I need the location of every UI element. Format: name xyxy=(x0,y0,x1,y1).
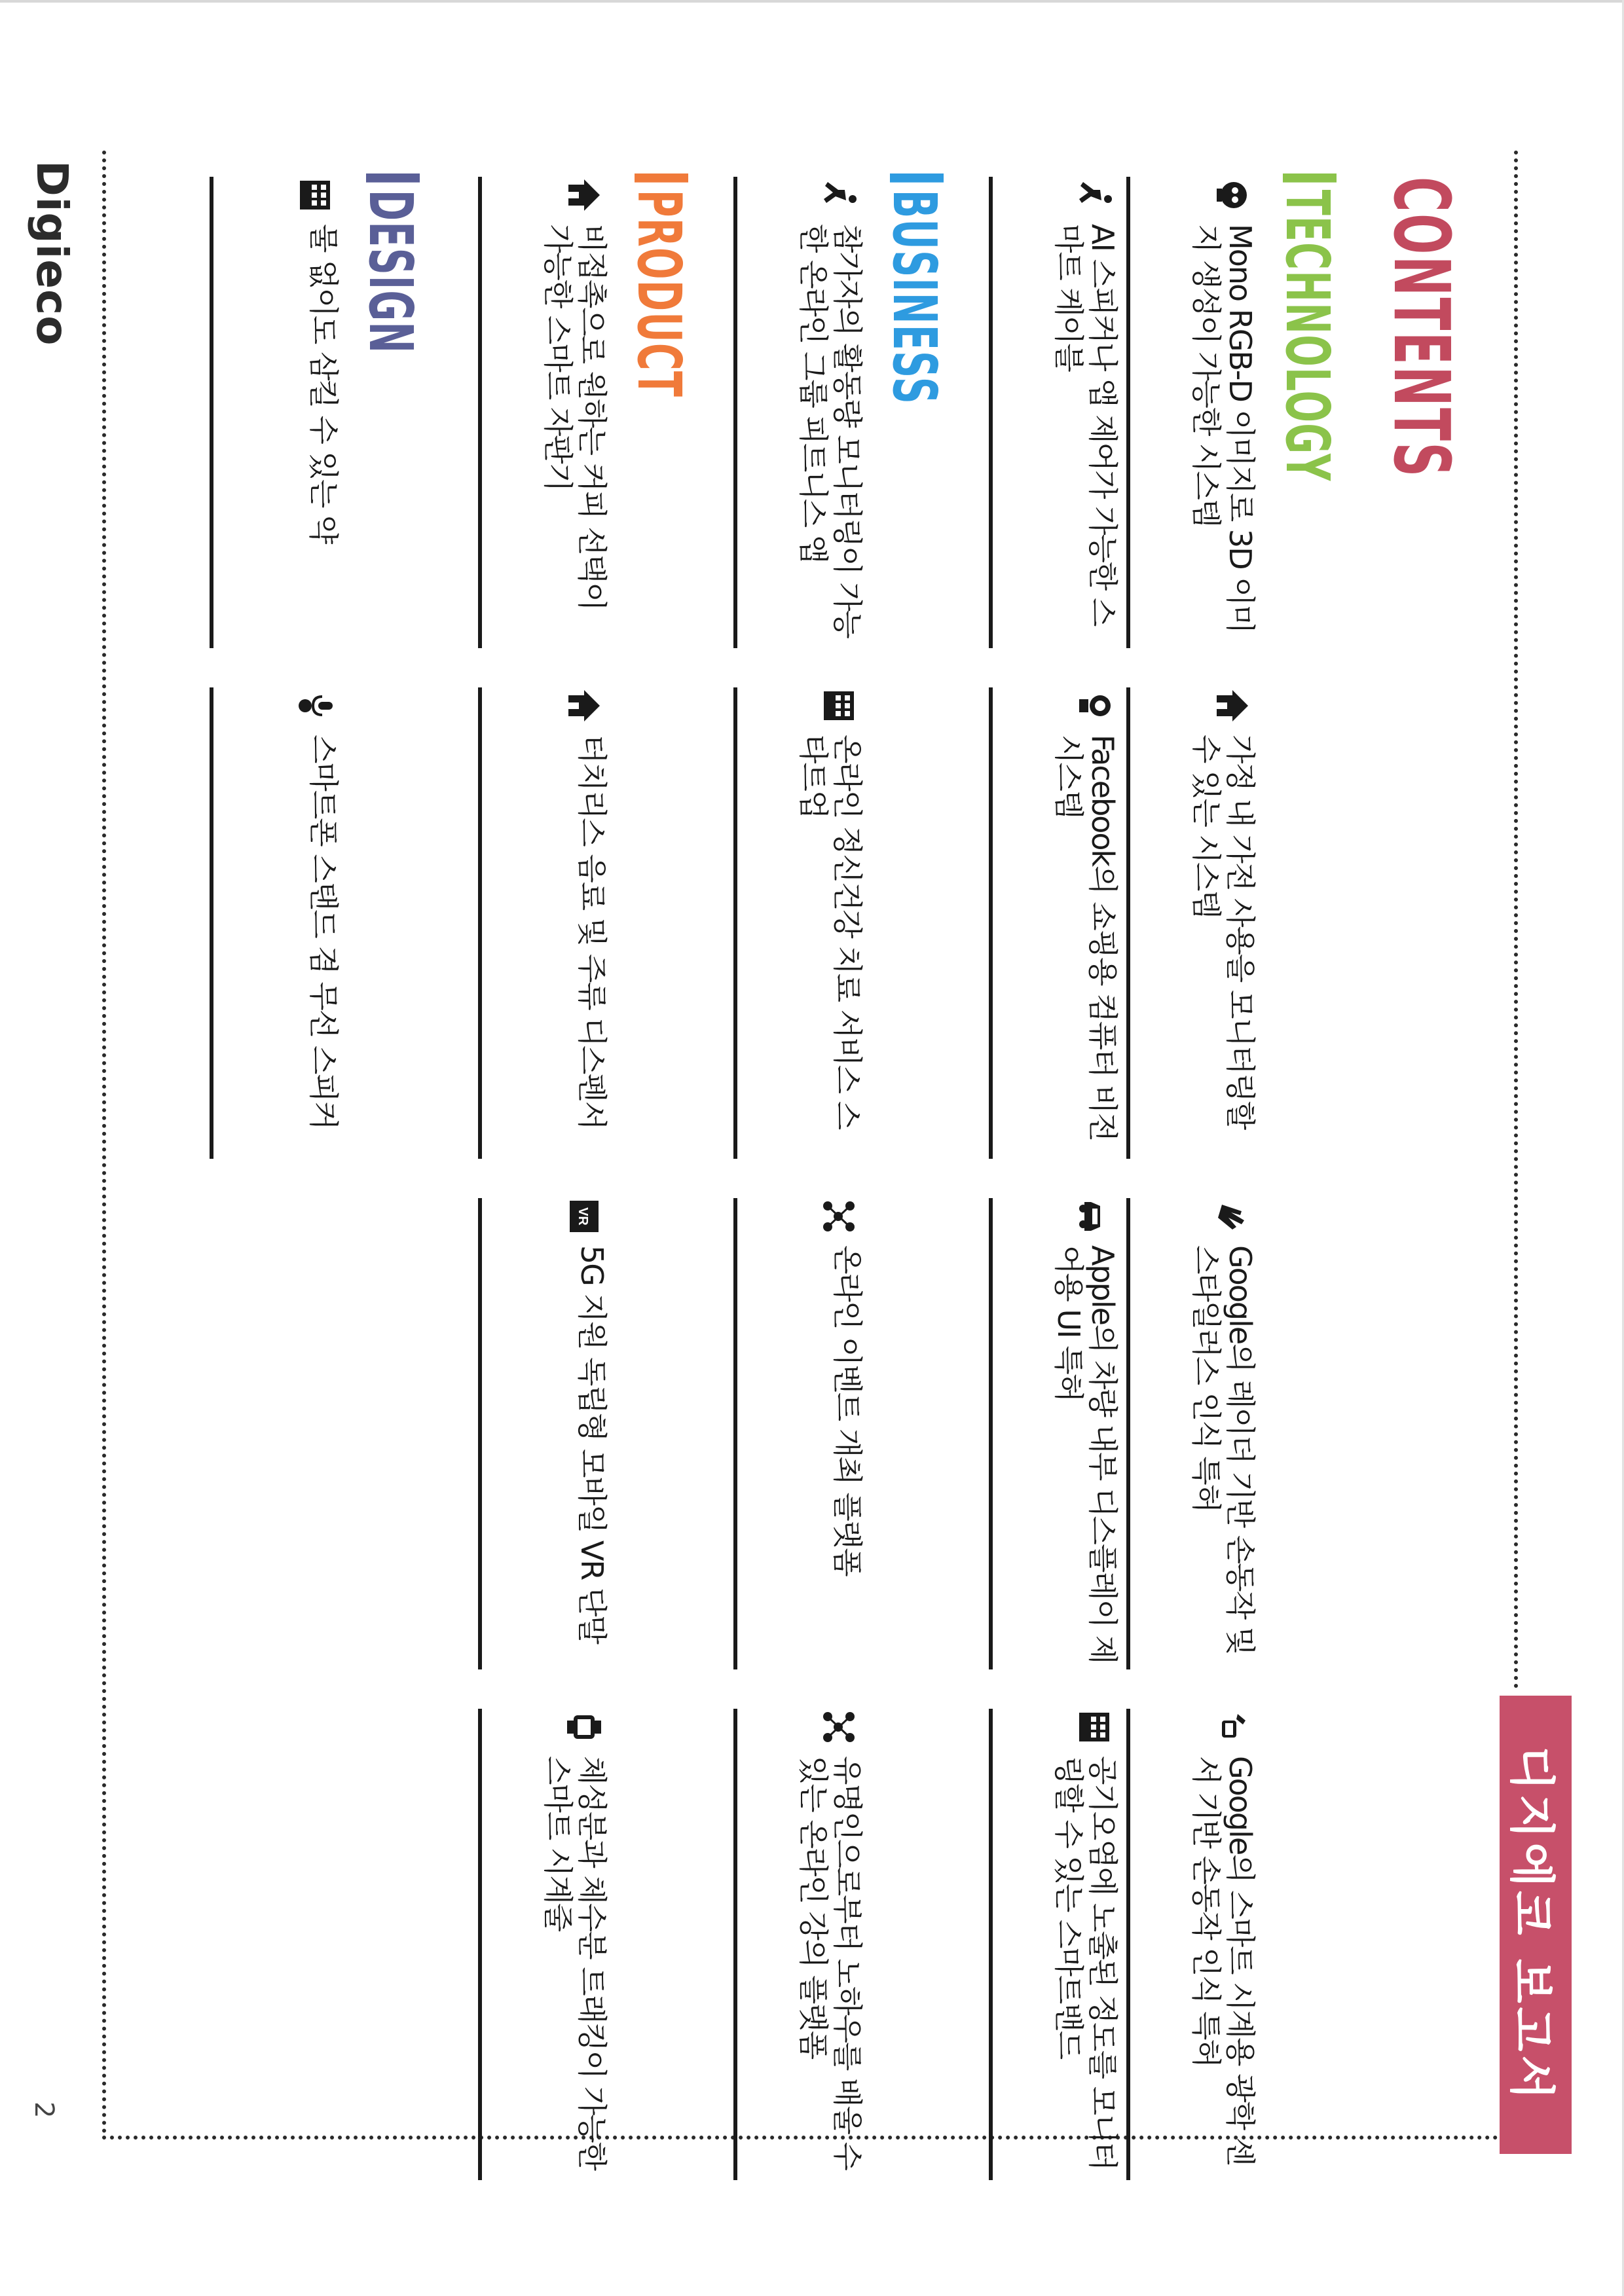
list-item[interactable] xyxy=(733,687,864,1159)
item-text: 터치리스 음료 및 주류 디스펜서 xyxy=(574,735,610,1129)
page-title: CONTENTS xyxy=(1376,177,1467,479)
list-item[interactable] xyxy=(1126,1709,1257,2180)
item-divider xyxy=(210,687,213,1159)
item-divider xyxy=(989,1709,993,2180)
section-marker xyxy=(366,173,420,183)
item-divider xyxy=(1126,1709,1130,2180)
list-item[interactable] xyxy=(989,687,1120,1159)
item-divider xyxy=(989,177,993,648)
building-icon xyxy=(1077,1709,1113,1745)
section-heading-technology: TECHNOLOGY xyxy=(1272,173,1342,482)
list-item[interactable] xyxy=(989,177,1120,648)
item-text: 가정 내 가전 사용을 모니터링할 수 있는 시스템 xyxy=(1189,735,1258,1129)
item-divider xyxy=(478,687,482,1159)
section-marker xyxy=(1283,173,1337,183)
item-divider xyxy=(210,177,213,648)
vr-icon xyxy=(566,1198,602,1235)
item-text: 5G 지원 독립형 모바일 VR 단말 xyxy=(574,1245,610,1643)
list-item[interactable] xyxy=(478,177,609,648)
item-divider xyxy=(478,1709,482,2180)
item-text: 체성분과 체수분 트래킹이 가능한 스마트 시계줄 xyxy=(540,1756,610,2170)
report-badge: 디지에코 보고서 xyxy=(1500,1696,1572,2154)
bulb-person-icon xyxy=(1077,687,1113,724)
item-divider xyxy=(478,177,482,648)
section-marker xyxy=(635,173,688,183)
item-text: 참가자의 활동량 모니터링이 가능한 온라인 그룹 피트니스 앱 xyxy=(796,224,865,638)
item-divider xyxy=(1126,177,1130,648)
item-divider xyxy=(989,1198,993,1669)
section-heading-design: DESIGN xyxy=(356,173,426,354)
list-item[interactable] xyxy=(733,1709,864,2180)
page-number: 2 xyxy=(29,2102,59,2119)
smartwatch-gesture-icon xyxy=(1214,1709,1251,1745)
item-text: 온라인 이벤트 개최 플랫폼 xyxy=(830,1245,865,1576)
item-divider xyxy=(989,687,993,1159)
people-network-icon xyxy=(821,1709,858,1745)
home-icon xyxy=(566,687,602,724)
item-text: 스마트폰 스탠드 겸 무선 스피커 xyxy=(306,735,341,1129)
home-icon xyxy=(566,177,602,213)
item-divider xyxy=(1126,687,1130,1159)
footer-logo: Digieco xyxy=(27,160,77,346)
car-icon xyxy=(1077,1198,1113,1235)
section-heading-product: PRODUCT xyxy=(624,173,694,397)
microphone-person-icon xyxy=(297,687,334,724)
list-item[interactable] xyxy=(733,177,864,648)
people-network-icon xyxy=(821,1198,858,1235)
item-divider xyxy=(478,1198,482,1669)
item-text: Google의 레이더 기반 손동작 및 스타일러스 인식 특허 xyxy=(1189,1245,1258,1655)
item-divider xyxy=(733,1709,737,2180)
item-text: 온라인 정신건강 치료 서비스 스타트업 xyxy=(796,735,865,1129)
running-person-icon xyxy=(821,177,858,213)
running-person-icon xyxy=(1077,177,1113,213)
list-item[interactable] xyxy=(1126,687,1257,1159)
list-item[interactable] xyxy=(478,687,609,1159)
item-divider xyxy=(733,177,737,648)
hand-gesture-icon xyxy=(1214,1198,1251,1235)
svg-text:VR: VR xyxy=(576,1207,590,1226)
item-divider xyxy=(733,687,737,1159)
item-text: Apple의 차량 내부 디스플레이 제어용 UI 특허 xyxy=(1051,1245,1120,1664)
section-heading-business: BUSINESS xyxy=(879,173,950,405)
robot-head-icon xyxy=(1214,177,1251,213)
item-divider xyxy=(1126,1198,1130,1669)
list-item[interactable] xyxy=(1126,1198,1257,1669)
item-text: 유명인으로부터 노하우를 배울 수 있는 온라인 강의 플랫폼 xyxy=(796,1756,865,2170)
item-text: AI 스피커나 앱 제어가 가능한 스마트 케이블 xyxy=(1051,224,1120,626)
building-icon xyxy=(821,687,858,724)
list-item[interactable] xyxy=(210,687,341,1159)
list-item[interactable] xyxy=(478,1709,609,2180)
list-item[interactable] xyxy=(478,1198,609,1669)
section-marker xyxy=(890,173,944,183)
smartwatch-icon xyxy=(566,1709,602,1745)
item-divider xyxy=(733,1198,737,1669)
list-item[interactable] xyxy=(989,1709,1120,2180)
list-item[interactable] xyxy=(210,177,341,648)
building-icon xyxy=(297,177,334,213)
item-text: 비접촉으로 원하는 커피 선택이 가능한 스마트 자판기 xyxy=(540,224,610,610)
item-text: Google의 스마트 시계용 광학 센서 기반 손동작 인식 특허 xyxy=(1189,1756,1258,2166)
item-text: Facebook의 쇼핑용 컴퓨터 비전 시스템 xyxy=(1051,735,1120,1140)
list-item[interactable] xyxy=(1126,177,1257,648)
item-text: 물 없이도 삼킬 수 있는 약 xyxy=(306,224,341,543)
item-text: Mono RGB-D 이미지로 3D 이미지 생성이 가능한 시스템 xyxy=(1189,224,1258,633)
home-icon xyxy=(1214,687,1251,724)
list-item[interactable] xyxy=(989,1198,1120,1669)
list-item[interactable] xyxy=(733,1198,864,1669)
item-text: 공기오염에 노출된 정도를 모니터링할 수 있는 스마트밴드 xyxy=(1051,1756,1120,2170)
